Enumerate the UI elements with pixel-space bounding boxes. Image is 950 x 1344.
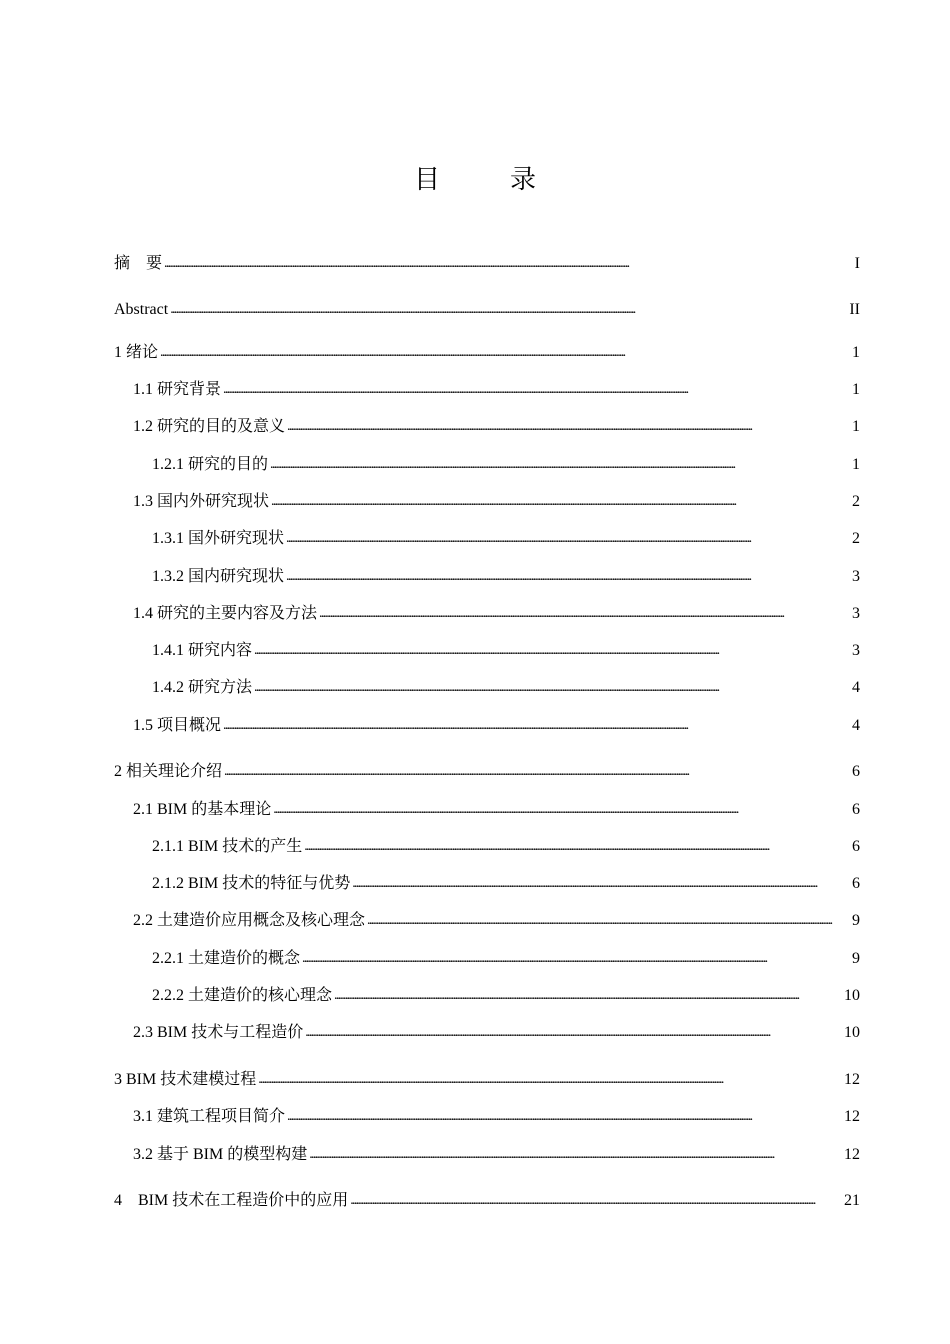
toc-leader-dots: [304, 835, 850, 858]
toc-entry-page: II: [849, 301, 860, 318]
toc-leader-dots: [319, 602, 850, 625]
toc-entry-label: 1.3.1 国外研究现状: [152, 530, 285, 547]
toc-leader-dots: [287, 415, 850, 438]
toc-leader-dots: [254, 676, 850, 699]
toc-entry-label: 1.4.1 研究内容: [152, 642, 253, 659]
toc-entry-label: 1.3.2 国内研究现状: [152, 568, 285, 585]
toc-entry-page: 3: [852, 568, 860, 585]
toc-entry-label: 1.1 研究背景: [133, 381, 222, 398]
toc-entry-label: 2.1 BIM 的基本理论: [133, 801, 272, 818]
toc-leader-dots: [367, 909, 850, 932]
toc-entry-page: 12: [844, 1071, 860, 1088]
toc-entry[interactable]: [114, 299, 860, 322]
toc-entry-page: 1: [852, 456, 860, 473]
toc-entry-page: 1: [852, 381, 860, 398]
toc-leader-dots: [286, 565, 850, 588]
toc-leader-dots: [309, 1143, 842, 1166]
toc-entry-label: 2.2.1 土建造价的概念: [152, 950, 301, 967]
toc-entry-page: 3: [852, 642, 860, 659]
toc-entry-label: 2.3 BIM 技术与工程造价: [133, 1024, 304, 1041]
toc-title: 目 录: [413, 165, 558, 194]
toc-entry-label: 1.2 研究的目的及意义: [133, 418, 286, 435]
toc-leader-dots: [302, 947, 850, 970]
toc-entry-page: 6: [852, 875, 860, 892]
toc-entry-label: 1.4 研究的主要内容及方法: [133, 605, 318, 622]
toc-leader-dots: [270, 453, 850, 476]
toc-leader-dots: [160, 341, 850, 364]
toc-entry[interactable]: [152, 948, 860, 971]
toc-entry-label: 1.2.1 研究的目的: [152, 456, 269, 473]
toc-entry-page: 9: [852, 950, 860, 967]
toc-entry[interactable]: [114, 1069, 860, 1092]
toc-entry-label: 1.4.2 研究方法: [152, 679, 253, 696]
toc-entry-label: 1.3 国内外研究现状: [133, 493, 270, 510]
toc-entry[interactable]: [114, 761, 860, 784]
toc-leader-dots: [223, 378, 850, 401]
toc-leader-dots: [271, 490, 850, 513]
toc-entry[interactable]: [114, 253, 860, 276]
toc-entry-page: 10: [844, 1024, 860, 1041]
toc-entry-label: Abstract: [114, 301, 169, 318]
toc-entry-page: 9: [852, 912, 860, 929]
toc-entry[interactable]: [133, 1144, 860, 1167]
toc-entry-label: 2.1.2 BIM 技术的特征与优势: [152, 875, 351, 892]
toc-entry-page: 3: [852, 605, 860, 622]
toc-entry[interactable]: [133, 910, 860, 933]
toc-entry[interactable]: [152, 528, 860, 551]
toc-entry[interactable]: [133, 491, 860, 514]
toc-entry-label: 2.2 土建造价应用概念及核心理念: [133, 912, 366, 929]
toc-entry[interactable]: [152, 454, 860, 477]
toc-entry-label: 3 BIM 技术建模过程: [114, 1071, 257, 1088]
toc-entry-page: 21: [844, 1192, 860, 1209]
toc-entry[interactable]: [152, 836, 860, 859]
toc-entry[interactable]: [133, 1022, 860, 1045]
toc-entry-page: 10: [844, 987, 860, 1004]
toc-entry-page: 6: [852, 801, 860, 818]
toc-entry[interactable]: [133, 715, 860, 738]
toc-entry-label: 3.1 建筑工程项目简介: [133, 1108, 286, 1125]
toc-entry-page: 6: [852, 838, 860, 855]
toc-leader-dots: [305, 1021, 842, 1044]
toc-entry[interactable]: [133, 1106, 860, 1129]
toc-entry-page: 1: [852, 418, 860, 435]
toc-entry-page: 12: [844, 1108, 860, 1125]
toc-entry-page: 2: [852, 530, 860, 547]
toc-leader-dots: [350, 1189, 842, 1212]
toc-entry[interactable]: [133, 799, 860, 822]
toc-leader-dots: [254, 639, 850, 662]
toc-entry-page: 2: [852, 493, 860, 510]
toc-leader-dots: [258, 1068, 842, 1091]
toc-entry-label: 1 绪论: [114, 344, 159, 361]
toc-entry[interactable]: [114, 342, 860, 365]
toc-entry[interactable]: [152, 640, 860, 663]
toc-entry-label: 3.2 基于 BIM 的模型构建: [133, 1146, 308, 1163]
toc-entry-page: 1: [852, 344, 860, 361]
toc-entry-page: 12: [844, 1146, 860, 1163]
toc-entry-label: 2.1.1 BIM 技术的产生: [152, 838, 303, 855]
toc-entry-label: 摘 要: [114, 255, 163, 272]
toc-leader-dots: [170, 298, 847, 321]
toc-leader-dots: [223, 714, 850, 737]
toc-entry[interactable]: [133, 416, 860, 439]
toc-entry[interactable]: [133, 603, 860, 626]
toc-entry[interactable]: [152, 985, 860, 1008]
toc-entry-label: 4 BIM 技术在工程造价中的应用: [114, 1192, 349, 1209]
toc-entry-label: 2.2.2 土建造价的核心理念: [152, 987, 333, 1004]
toc-leader-dots: [273, 798, 850, 821]
toc-entry[interactable]: [152, 566, 860, 589]
toc-leader-dots: [286, 527, 850, 550]
toc-leader-dots: [164, 252, 853, 275]
toc-entry[interactable]: [133, 379, 860, 402]
toc-leader-dots: [352, 872, 850, 895]
toc-leader-dots: [287, 1105, 842, 1128]
toc-entry-page: 4: [852, 717, 860, 734]
toc-entry[interactable]: [152, 873, 860, 896]
toc-leader-dots: [224, 760, 850, 783]
toc-entry-page: 6: [852, 763, 860, 780]
toc-entry-label: 2 相关理论介绍: [114, 763, 223, 780]
toc-entry[interactable]: [114, 1190, 860, 1213]
toc-entry-page: I: [854, 255, 860, 272]
toc-entry-label: 1.5 项目概况: [133, 717, 222, 734]
toc-entry[interactable]: [152, 677, 860, 700]
toc-entry-page: 4: [852, 679, 860, 696]
toc-leader-dots: [334, 984, 842, 1007]
